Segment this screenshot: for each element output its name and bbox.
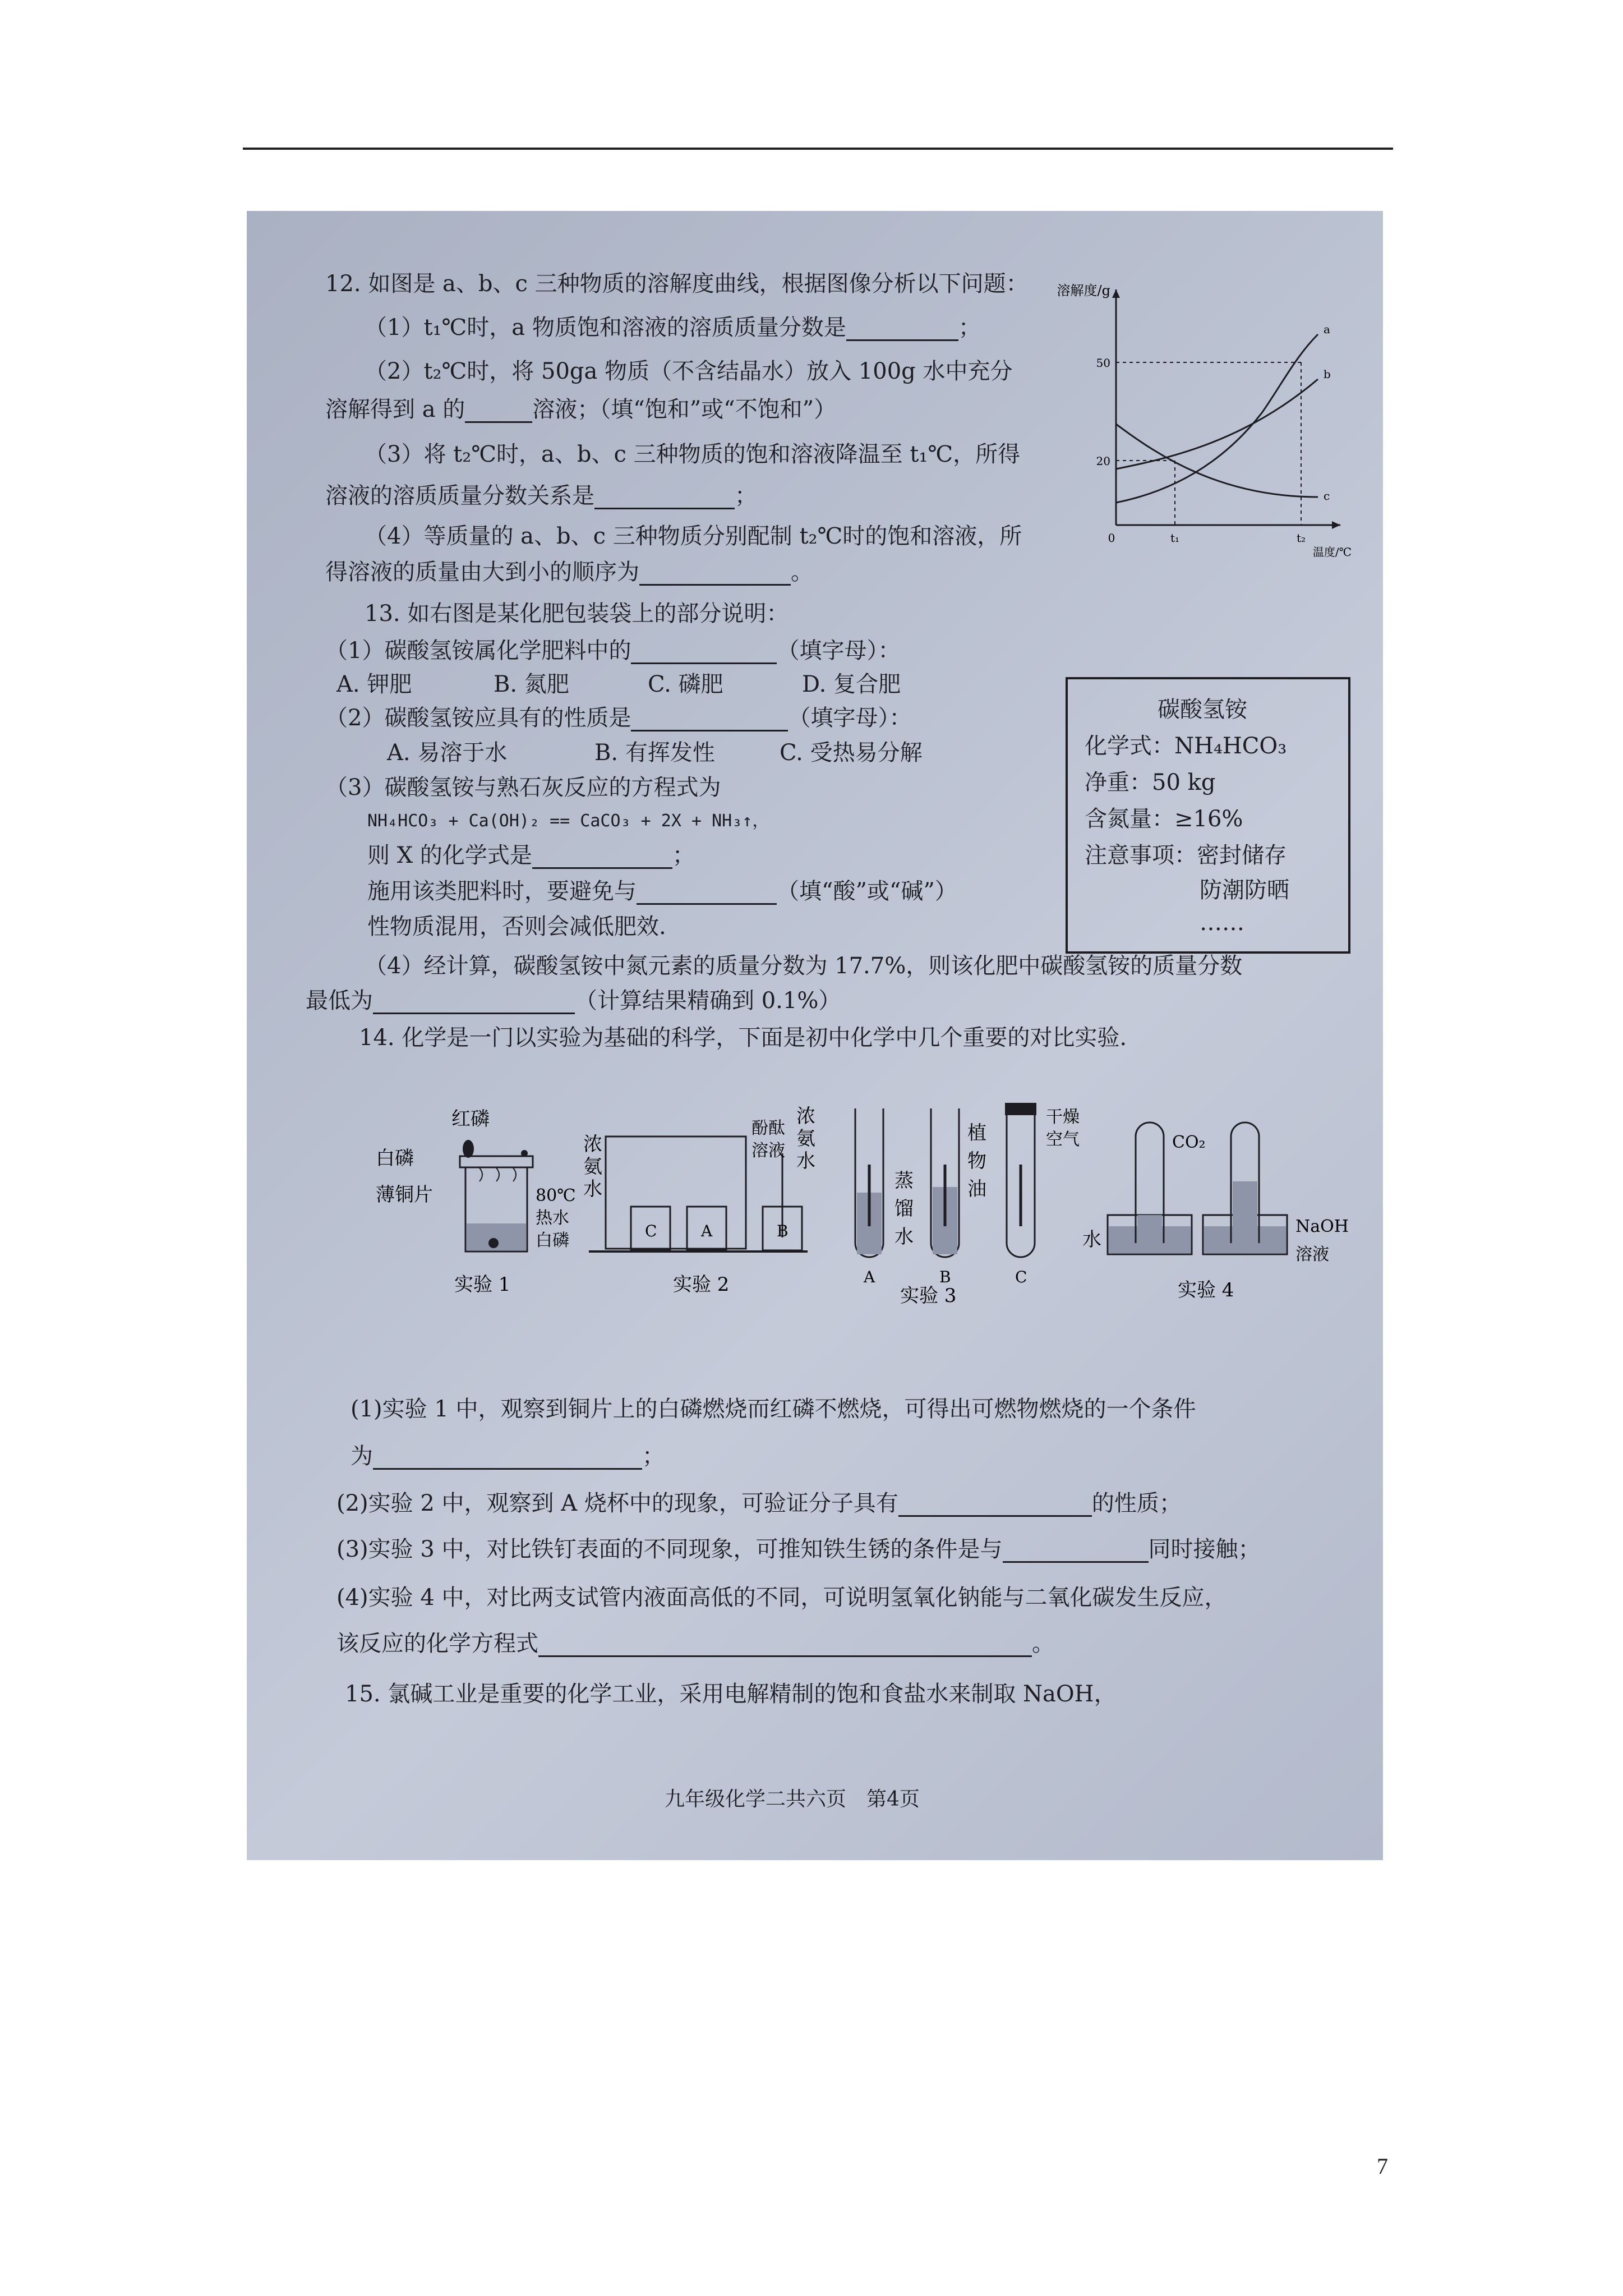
graph-ylabel: 溶解度/g (1057, 283, 1110, 298)
q12-part2b: 溶解得到 a 的 溶液；（填“饱和”或“不饱和”） (325, 397, 837, 422)
answer-blank[interactable] (898, 1495, 1092, 1517)
answer-blank[interactable] (373, 992, 575, 1014)
e3-dry-air-2: 空气 (1046, 1130, 1080, 1149)
graph-t2: t₂ (1296, 531, 1306, 545)
label-note: 注意事项：密封储存 (1085, 843, 1287, 868)
answer-blank[interactable] (465, 401, 532, 423)
answer-blank[interactable] (594, 487, 735, 509)
graph-label-c: c (1324, 489, 1330, 503)
q12-part3b: 溶液的溶质质量分数关系是 ； (325, 483, 757, 509)
q13-opt1-b: B. 氮肥 (494, 671, 569, 697)
e2-phenol-1: 酚酞 (751, 1119, 785, 1138)
e4-naoh: NaOH (1295, 1217, 1349, 1236)
scanned-page (247, 211, 1383, 1860)
page-footer: 九年级化学二共六页 第4页 (665, 1788, 920, 1811)
q13-part1: （1）碳酸氢铵属化学肥料中的 （填字母）： (325, 638, 901, 664)
e3-distilled-3: 水 (895, 1226, 914, 1248)
e1-caption: 实验 1 (454, 1273, 511, 1296)
e2-ammonia-3: 水 (583, 1178, 602, 1200)
q14-part1a: (1)实验 1 中，观察到铜片上的白磷燃烧而红磷不燃烧，可得出可燃物燃烧的一个条件 (351, 1396, 1196, 1422)
label-note2: 防潮防晒 (1200, 877, 1289, 903)
e2-ammonia2-3: 水 (796, 1150, 815, 1172)
e1-white-phosphorus: 白磷 (376, 1147, 414, 1170)
q13-opt2-a: A. 易溶于水 (387, 740, 508, 766)
q14-part4b: 该反应的化学方程式 。 (336, 1631, 1054, 1657)
e3-dry-air-1: 干燥 (1046, 1107, 1080, 1127)
q12-part3a: （3）将 t₂℃时，a、b、c 三种物质的饱和溶液降温至 t₁℃，所得 (365, 441, 1021, 467)
e4-solution: 溶液 (1295, 1245, 1329, 1264)
label-more: …… (1200, 910, 1244, 936)
label-formula: 化学式：NH₄HCO₃ (1085, 733, 1287, 759)
e3-distilled-2: 馏 (895, 1198, 914, 1220)
q14-part3: (3)实验 3 中，对比铁钉表面的不同现象，可推知铁生锈的条件是与 同时接触； (336, 1536, 1261, 1562)
e2-phenol-2: 溶液 (751, 1141, 785, 1161)
experiments-figure (376, 1103, 1374, 1338)
q13-part4a: （4）经计算，碳酸氢铵中氮元素的质量分数为 17.7%，则该化肥中碳酸氢铵的质量分数 (365, 953, 1243, 979)
e3-tube-c: C (1015, 1268, 1027, 1286)
answer-blank[interactable] (631, 642, 777, 664)
graph-label-a: a (1324, 323, 1330, 336)
graph-origin: 0 (1108, 531, 1115, 545)
fertilizer-label (1066, 677, 1350, 954)
curve-a (1116, 334, 1318, 503)
q12-part4b: 得溶液的质量由大到小的顺序为 。 (325, 559, 813, 585)
page-number: 7 (1377, 2154, 1388, 2179)
graph-y50: 50 (1096, 356, 1110, 370)
q13-opt2-c: C. 受热易分解 (780, 740, 923, 766)
solubility-graph (1057, 278, 1357, 559)
q13-part3y: 施用该类肥料时，要避免与 （填“酸”或“碱”） (367, 878, 957, 904)
e3-tube-b: B (939, 1268, 951, 1286)
header-rule (243, 148, 1393, 150)
answer-blank[interactable] (631, 710, 788, 731)
e1-hot-water: 热水 (536, 1208, 569, 1228)
e2-ammonia2-2: 氨 (796, 1128, 815, 1150)
q14-title: 14. 化学是一门以实验为基础的科学，下面是初中化学中几个重要的对比实验. (359, 1025, 1127, 1051)
q15-title: 15. 氯碱工业是重要的化学工业，采用电解精制的饱和食盐水来制取 NaOH， (345, 1681, 1117, 1707)
q13-opt2-b: B. 有挥发性 (594, 740, 715, 766)
q12-part1: （1）t₁℃时，a 物质饱和溶液的溶质质量分数是 ； (365, 315, 981, 341)
e3-caption: 实验 3 (900, 1285, 957, 1307)
e3-oil-1: 植 (967, 1122, 986, 1144)
e4-co2: CO₂ (1172, 1133, 1206, 1152)
e4-water: 水 (1082, 1228, 1101, 1251)
e3-distilled-1: 蒸 (895, 1170, 914, 1192)
e1-temp: 80℃ (536, 1186, 576, 1205)
q14-part4a: (4)实验 4 中，对比两支试管内液面高低的不同，可说明氢氧化钠能与二氧化碳发生反应， (336, 1585, 1227, 1611)
e2-caption: 实验 2 (673, 1273, 730, 1296)
graph-label-b: b (1324, 367, 1331, 381)
e2-beaker-c: C (645, 1222, 657, 1240)
e1-red-phosphorus: 红磷 (451, 1108, 490, 1130)
q14-part1b: 为 ； (351, 1443, 665, 1469)
curve-b (1116, 379, 1318, 469)
q13-title: 13. 如右图是某化肥包装袋上的部分说明： (365, 601, 789, 627)
answer-blank[interactable] (373, 1448, 642, 1470)
q13-opt1-c: C. 磷肥 (648, 671, 723, 697)
e4-caption: 实验 4 (1178, 1279, 1234, 1301)
q13-part3: （3）碳酸氢铵与熟石灰反应的方程式为 (325, 775, 721, 800)
label-nitrogen: 含氮量：≥16% (1085, 806, 1243, 832)
q13-opt1-d: D. 复合肥 (802, 671, 901, 697)
e3-tube-a: A (864, 1268, 875, 1286)
q13-equation: NH₄HCO₃ + Ca(OH)₂ == CaCO₃ + 2X + NH₃↑， (367, 811, 769, 831)
e1-white-phosphorus-2: 白磷 (536, 1231, 569, 1250)
q13-part2: （2）碳酸氢铵应具有的性质是 （填字母）： (325, 705, 912, 731)
answer-blank[interactable] (846, 319, 958, 341)
e2-beaker-a: A (701, 1222, 713, 1240)
e2-beaker-b: B (777, 1222, 789, 1240)
q13-part3x: 则 X 的化学式是 ； (367, 843, 695, 868)
answer-blank[interactable] (1003, 1541, 1149, 1563)
graph-xlabel: 温度/℃ (1312, 545, 1352, 559)
q14-part2: (2)实验 2 中，观察到 A 烧杯中的现象，可验证分子具有 的性质； (336, 1490, 1182, 1516)
e2-ammonia-2: 氨 (583, 1156, 602, 1178)
label-title: 碳酸氢铵 (1158, 697, 1247, 723)
e2-ammonia2-1: 浓 (796, 1105, 815, 1128)
q12-part2a: （2）t₂℃时，将 50ga 物质（不含结晶水）放入 100g 水中充分 (365, 358, 1013, 384)
graph-t1: t₁ (1170, 531, 1180, 545)
answer-blank[interactable] (639, 564, 791, 586)
experiment-3-apparatus (855, 1103, 1036, 1257)
q13-opt1-a: A. 钾肥 (336, 671, 412, 697)
experiment-1-apparatus (460, 1140, 533, 1251)
e3-oil-2: 物 (967, 1150, 986, 1172)
answer-blank[interactable] (532, 847, 672, 869)
q13-part3z: 性物质混用，否则会减低肥效. (367, 914, 666, 940)
label-weight: 净重：50 kg (1085, 770, 1216, 795)
q12-title: 12. 如图是 a、b、c 三种物质的溶解度曲线，根据图像分析以下问题： (325, 271, 1029, 297)
q12-part4a: （4）等质量的 a、b、c 三种物质分别配制 t₂℃时的饱和溶液，所 (365, 523, 1022, 549)
answer-blank[interactable] (538, 1635, 1032, 1657)
answer-blank[interactable] (637, 883, 777, 905)
e3-oil-3: 油 (967, 1178, 986, 1200)
e1-copper-sheet: 薄铜片 (376, 1184, 433, 1206)
graph-y20: 20 (1096, 454, 1110, 468)
q13-part4b: 最低为 （计算结果精确到 0.1%） (306, 988, 841, 1014)
e2-ammonia-1: 浓 (583, 1133, 602, 1156)
